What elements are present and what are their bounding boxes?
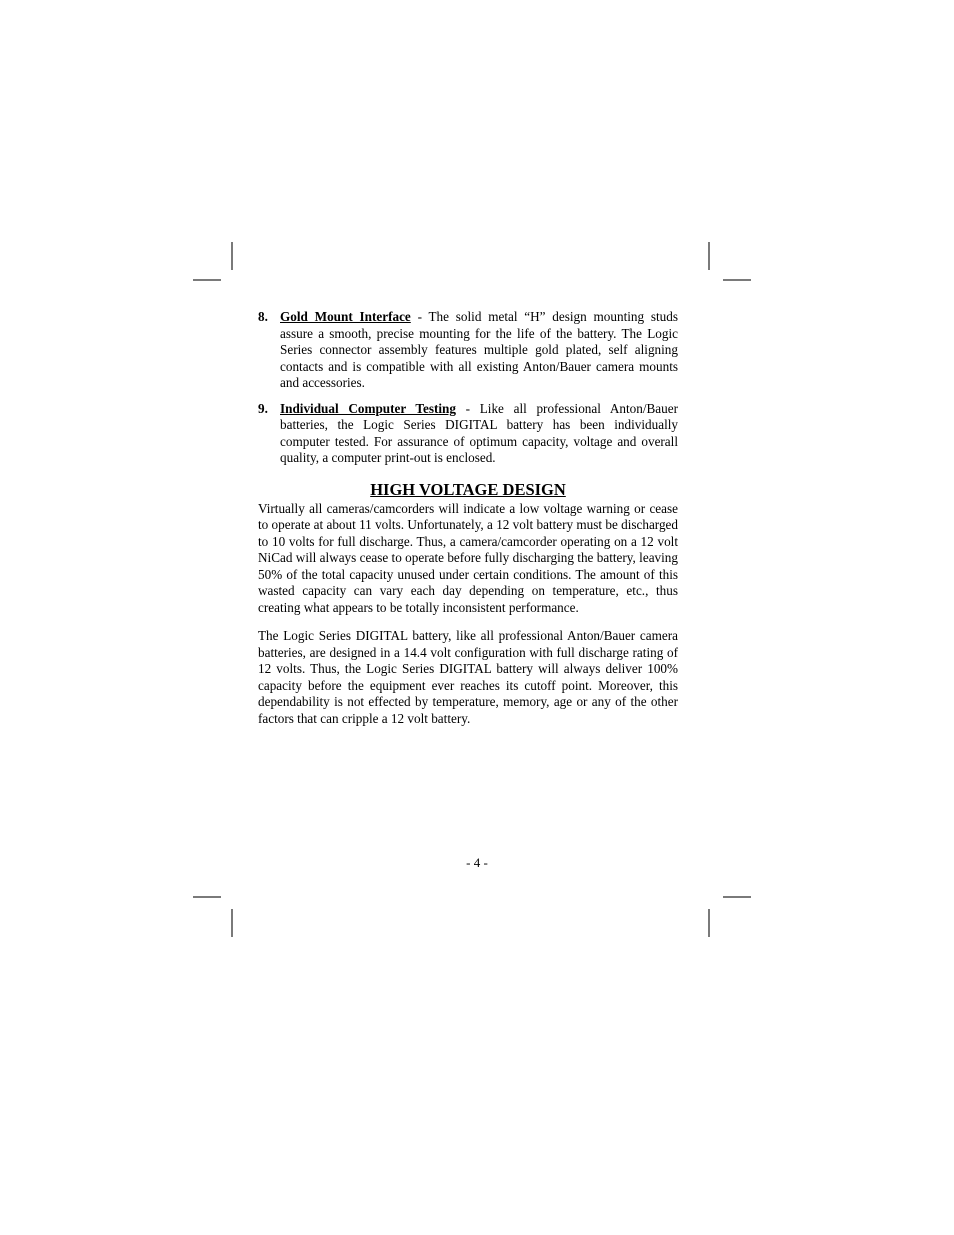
list-item-text: - Like all professional Anton/Bauer batteries, the Logic Series DIGITAL battery has been individually computer tested. For assurance of optimum capacity, voltage and overall quality, a computer print-out is enclosed. bbox=[280, 400, 678, 465]
page-content bbox=[258, 309, 678, 739]
section-heading: HIGH VOLTAGE DESIGN bbox=[370, 479, 566, 499]
crop-mark-bottom-left-horizontal bbox=[193, 896, 221, 898]
list-item bbox=[258, 401, 678, 467]
crop-mark-bottom-right-vertical bbox=[708, 909, 710, 937]
crop-mark-bottom-right-horizontal bbox=[723, 896, 751, 898]
list-item-number: 8. bbox=[258, 309, 268, 324]
crop-mark-top-left-vertical bbox=[231, 242, 233, 270]
list-item-text: - The solid metal “H” design mounting studs assure a smooth, precise mounting for the life of the battery. The Logic Series connector assembly features multiple gold plated, self aligning contacts and is compatible with all existing Anton/Bauer camera mounts and accessories. bbox=[280, 309, 678, 390]
crop-mark-top-left-horizontal bbox=[193, 279, 221, 281]
body-paragraph: The Logic Series DIGITAL battery, like all professional Anton/Bauer camera batteries, are designed in a 14.4 volt configuration with full discharge rating of 12 volts. Thus, the Logic Series DIGITAL battery will always deliver 100% capacity before the equipment ever reaches its cutoff point. Moreover, this dependability is not effected by temperature, memory, age or any of the other factors that can cripple a 12 volt battery. bbox=[258, 628, 678, 726]
list-item-number: 9. bbox=[258, 400, 268, 416]
page-number: - 4 - bbox=[466, 855, 488, 870]
crop-mark-bottom-left-vertical bbox=[231, 909, 233, 937]
list-item-title: Individual Computer Testing bbox=[280, 400, 456, 416]
crop-mark-top-right-horizontal bbox=[723, 279, 751, 281]
list-item bbox=[258, 309, 678, 392]
list-item-title: Gold Mount Interface bbox=[280, 309, 411, 324]
crop-mark-top-right-vertical bbox=[708, 242, 710, 270]
body-paragraph: Virtually all cameras/camcorders will indicate a low voltage warning or cease to operate at about 11 volts. Unfortunately, a 12 volt battery must be discharged to 10 volts for full discharge. Thus, a camera/camcorder operating on a 12 volt NiCad will always cease to operate before fully discharging the battery, leaving 50% of the total capacity unused under certain conditions. The amount of this wasted capacity can vary each day depending on temperature, etc., thus creating what appears to be totally inconsistent performance. bbox=[258, 500, 678, 615]
